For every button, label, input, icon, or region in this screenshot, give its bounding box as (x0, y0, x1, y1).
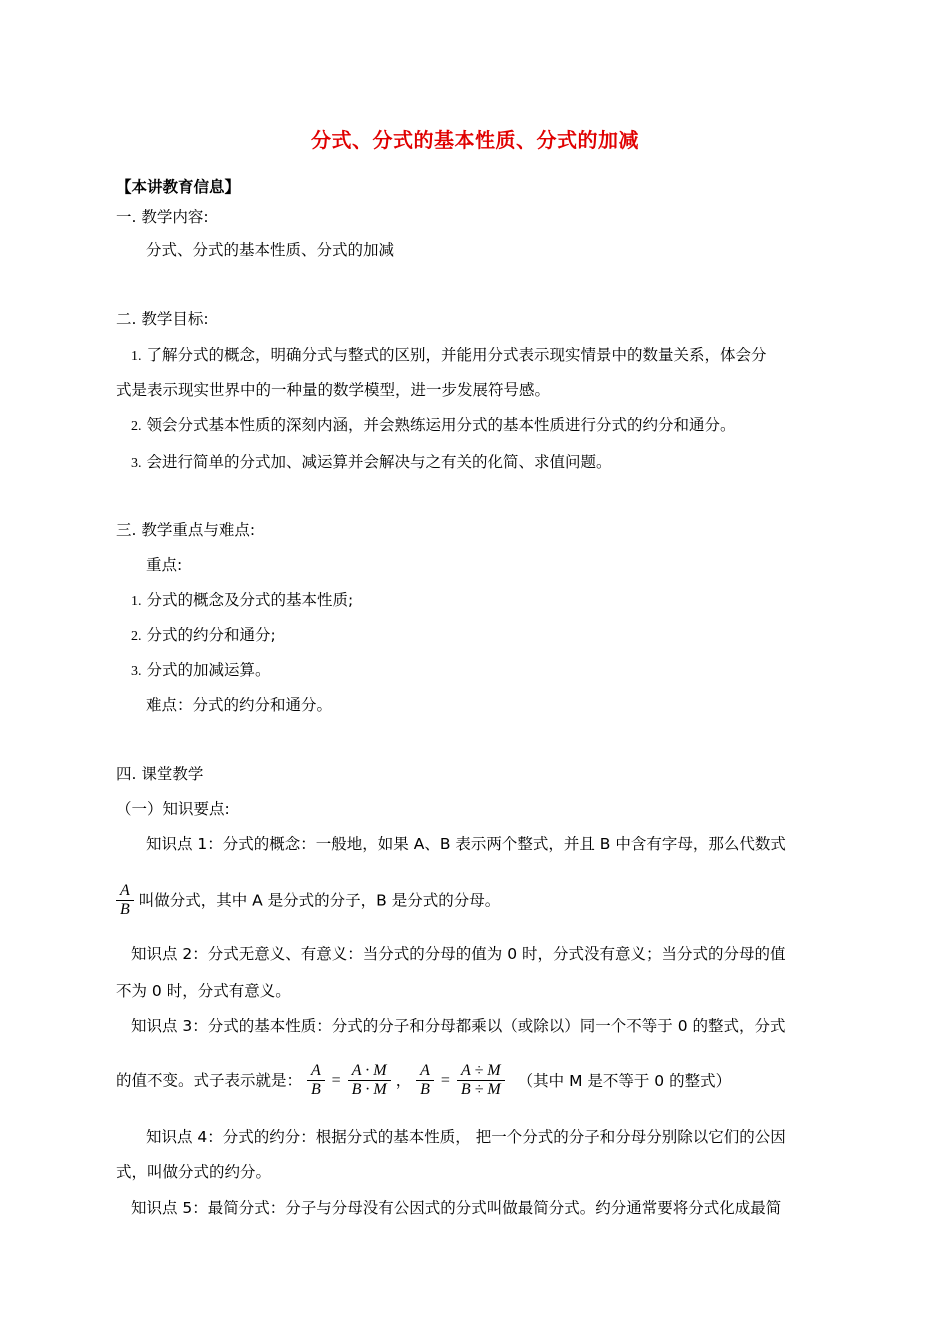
section-3-heading: 三. 教学重点与难点: (116, 521, 256, 539)
fraction-numerator: A ÷ M (460, 1062, 501, 1079)
section-1-content: 分式、分式的基本性质、分式的加减 (146, 241, 395, 259)
equals-sign: = (440, 1071, 450, 1089)
knowledge-point-3-suffix: （其中 M 是不等于 0 的整式） (517, 1071, 732, 1090)
fraction-a-over-b (309, 1062, 323, 1099)
fraction-a-div-m-over-b-div-m (459, 1062, 503, 1099)
key-point-3 (131, 659, 270, 683)
key-point-text: 分式的加减运算。 (146, 661, 271, 679)
objective-number: 2. (131, 419, 142, 434)
knowledge-point-1-text: 叫做分式，其中 A 是分式的分子，B 是分式的分母。 (138, 891, 501, 910)
knowledge-point-3-prefix: 的值不变。式子表示就是： (116, 1071, 303, 1090)
key-point-number: 2. (131, 629, 142, 644)
objective-number: 1. (131, 349, 142, 364)
fraction-denominator: B · M (351, 1081, 387, 1098)
key-point-1 (131, 589, 353, 613)
objective-text: 领会分式基本性质的深刻内涵，并会熟练运用分式的基本性质进行分式的约分和通分。 (146, 416, 736, 434)
knowledge-point-2-line-2: 不为 0 时，分式有意义。 (116, 982, 291, 1000)
fraction-denominator: B (310, 1081, 321, 1098)
objective-number: 3. (131, 456, 142, 471)
fraction-a-over-b (418, 1062, 432, 1099)
key-point-number: 3. (131, 664, 142, 679)
key-point-number: 1. (131, 594, 142, 609)
objective-2 (131, 414, 735, 438)
objective-text: 会进行简单的分式加、减运算并会解决与之有关的化简、求值问题。 (146, 453, 612, 471)
fraction-denominator: B ÷ M (460, 1081, 501, 1098)
knowledge-point-4-line-1: 知识点 4：分式的约分：根据分式的基本性质， 把一个分式的分子和分母分别除以它们的公因 (146, 1128, 786, 1146)
formula-separator: ， (395, 1071, 412, 1090)
page-title: 分式、分式的基本性质、分式的加减 (311, 128, 639, 152)
key-point-text: 分式的概念及分式的基本性质; (146, 591, 354, 609)
knowledge-point-1-line-1: 知识点 1：分式的概念：一般地，如果 A、B 表示两个整式，并且 B 中含有字母，那么代数式 (146, 835, 786, 853)
fraction-numerator: A (420, 1062, 430, 1079)
section-1-heading: 一. 教学内容: (116, 208, 209, 226)
knowledge-point-3-line-2 (116, 1062, 731, 1099)
objective-1-continued: 式是表示现实世界中的一种量的数学模型，进一步发展符号感。 (116, 381, 551, 399)
key-point-text: 分式的约分和通分; (146, 626, 276, 644)
section-info-heading: 【本讲教育信息】 (116, 178, 241, 196)
fraction-a-over-b (118, 882, 132, 919)
fraction-am-over-bm (350, 1062, 389, 1099)
equals-sign: = (331, 1071, 341, 1089)
section-4-heading: 四. 课堂教学 (116, 765, 204, 783)
knowledge-points-subheading: （一）知识要点: (116, 800, 230, 818)
knowledge-point-5-line-1: 知识点 5：最简分式：分子与分母没有公因式的分式叫做最简分式。约分通常要将分式化成最简 (131, 1199, 782, 1217)
knowledge-point-3-line-1: 知识点 3：分式的基本性质：分式的分子和分母都乘以（或除以）同一个不等于 0 的整式，分式 (131, 1017, 786, 1035)
key-points-label: 重点: (146, 556, 183, 574)
knowledge-point-2-line-1: 知识点 2：分式无意义、有意义：当分式的分母的值为 0 时，分式没有意义；当分式的分母的值 (131, 945, 786, 963)
fraction-denominator: B (420, 1081, 430, 1098)
fraction-numerator: A (310, 1062, 321, 1079)
knowledge-point-4-line-2: 式，叫做分式的约分。 (116, 1163, 272, 1181)
difficulty-note: 难点：分式的约分和通分。 (146, 696, 333, 714)
fraction-denominator: B (120, 901, 130, 918)
key-point-2 (131, 624, 276, 648)
objective-3 (131, 451, 611, 475)
objective-text: 了解分式的概念，明确分式与整式的区别，并能用分式表示现实情景中的数量关系，体会分 (146, 346, 767, 364)
fraction-numerator: A (120, 882, 130, 899)
objective-1 (131, 344, 766, 368)
knowledge-point-1-line-2 (116, 882, 500, 919)
fraction-numerator: A · M (351, 1062, 387, 1079)
section-2-heading: 二. 教学目标: (116, 310, 209, 328)
